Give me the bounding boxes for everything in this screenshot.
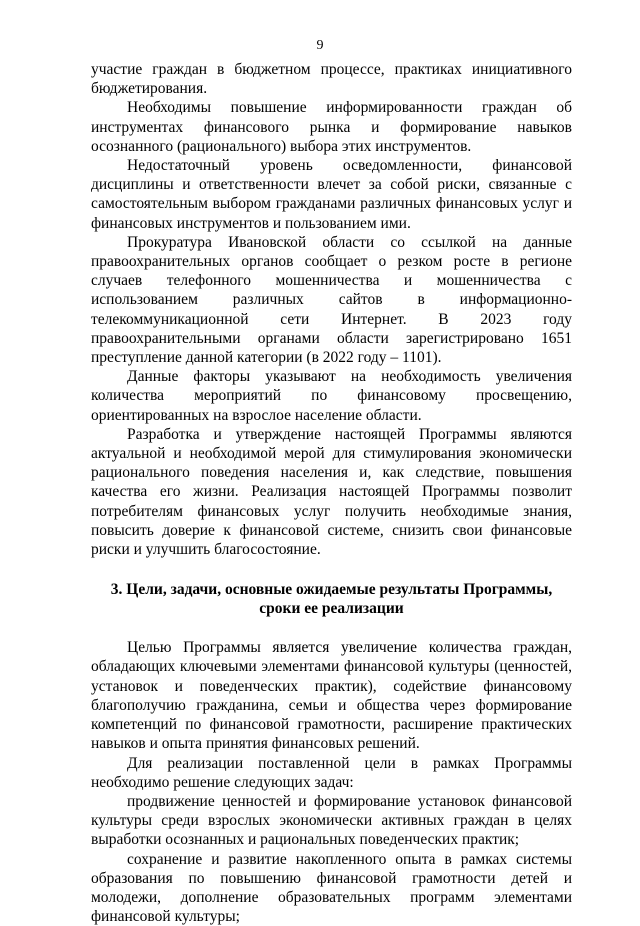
document-body bbox=[91, 60, 572, 926]
paragraph-continuation: участие граждан в бюджетном процессе, практиках инициативного бюджетирования. bbox=[91, 61, 572, 98]
paragraph: Недостаточный уровень осведомленности, финансовой дисциплины и ответственности влечет за собой риски, связанные с самостоятельным выбором гражданами различных финансовых услуг и финансовых инструментов и пользованием ими. bbox=[91, 157, 572, 232]
page-number: 9 bbox=[316, 38, 324, 53]
paragraph: Данные факторы указывают на необходимость увеличения количества мероприятий по финансовому просвещению, ориентированных на взрослое население области. bbox=[91, 368, 572, 424]
list-item: продвижение ценностей и формирование установок финансовой культуры среди взрослых экономически активных граждан в целях выработки осознанных и рациональных поведенческих практик; bbox=[91, 792, 572, 849]
section-heading bbox=[91, 580, 572, 618]
paragraph: Необходимы повышение информированности граждан об инструментах финансового рынка и формирование навыков осознанного (рационального) выбора этих инструментов. bbox=[91, 99, 572, 155]
paragraph: Целью Программы является увеличение количества граждан, обладающих ключевыми элементами финансовой культуры (ценностей, установок и поведенческих практик), содействие финансовому благополучию гражданина, семьи и общества через формирование компетенций по финансовой грамотности, расширение практических навыков и опыта принятия финансовых решений. bbox=[91, 639, 572, 753]
section-heading-line: сроки ее реализации bbox=[259, 600, 404, 618]
paragraph: Разработка и утверждение настоящей Программы являются актуальной и необходимой мерой для стимулирования экономически рационального поведения населения и, как следствие, повышения качества его жизни. Реализация настоящей Программы позволит потребителям финансовых услуг получить необходимые знания, повысить доверие к финансовой системе, снизить свои финансовые риски и улучшить благосостояние. bbox=[91, 425, 572, 559]
paragraph: Прокуратура Ивановской области со ссылкой на данные правоохранительных органов сообщает о резком росте в регионе случаев телефонного мошенничества и мошенничества с использованием различных сайтов в информационно-телекоммуникационной сети Интернет. В 2023 году правоохранительными органами области зарегистрировано 1651 преступление данной категории (в 2022 году – 1101). bbox=[91, 233, 572, 367]
list-item: сохранение и развитие накопленного опыта в рамках системы образования по повышению финансовой грамотности детей и молодежи, дополнение образовательных программ элементами финансовой культуры; bbox=[91, 850, 572, 926]
section-heading-line: 3. Цели, задачи, основные ожидаемые результаты Программы, bbox=[110, 581, 553, 599]
paragraph: Для реализации поставленной цели в рамках Программы необходимо решение следующих задач: bbox=[91, 754, 572, 791]
